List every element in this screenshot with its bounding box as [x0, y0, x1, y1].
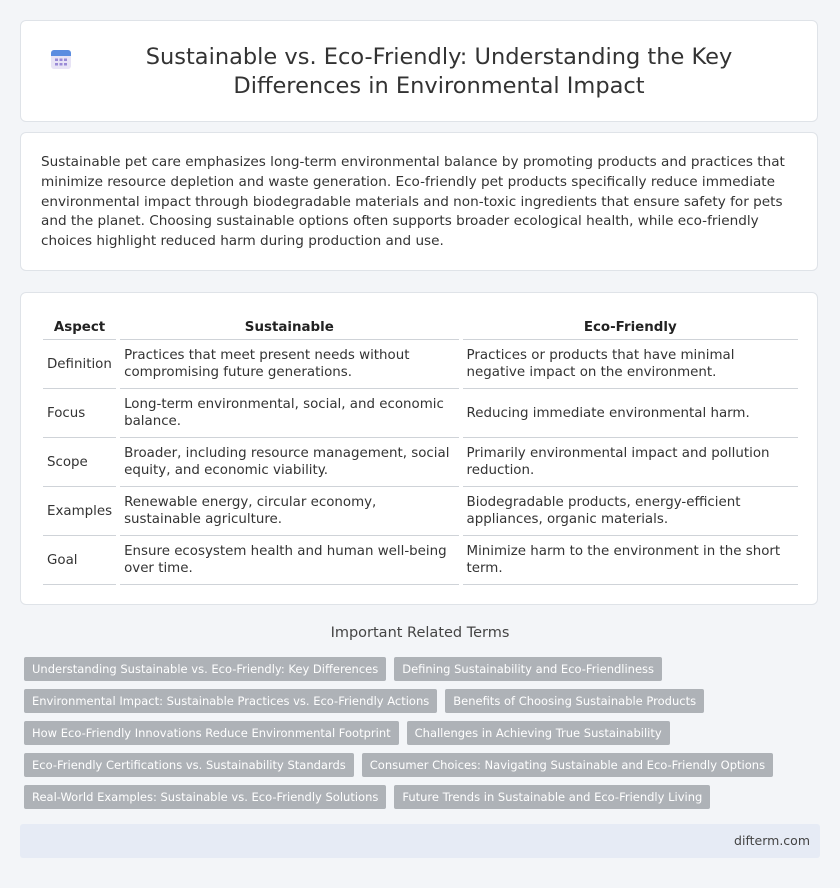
footer — [20, 824, 820, 858]
header-aspect: Aspect — [43, 315, 118, 340]
header-card — [20, 20, 818, 122]
related-term-tag[interactable]: Benefits of Choosing Sustainable Products — [445, 689, 704, 713]
related-term-tag[interactable]: How Eco-Friendly Innovations Reduce Environmental Footprint — [24, 721, 399, 745]
related-term-tag[interactable]: Understanding Sustainable vs. Eco-Friendly: Key Differences — [24, 657, 386, 681]
related-terms-title: Important Related Terms — [330, 625, 510, 641]
row-eco-friendly: Reducing immediate environmental harm. — [461, 389, 798, 438]
row-sustainable: Broader, including resource management, social equity, and economic viability. — [118, 438, 460, 487]
row-eco-friendly: Biodegradable products, energy-efficient appliances, organic materials. — [461, 487, 798, 536]
row-eco-friendly: Primarily environmental impact and pollution reduction. — [461, 438, 798, 487]
table-row — [43, 487, 798, 536]
row-eco-friendly: Minimize harm to the environment in the short term. — [461, 536, 798, 585]
comparison-card — [20, 292, 818, 605]
row-eco-friendly: Practices or products that have minimal negative impact on the environment. — [461, 340, 798, 389]
footer-site-link[interactable]: difterm.com — [734, 833, 810, 848]
row-aspect: Definition — [43, 340, 118, 389]
related-term-tag[interactable]: Defining Sustainability and Eco-Friendliness — [394, 657, 662, 681]
row-sustainable: Long-term environmental, social, and economic balance. — [118, 389, 460, 438]
row-aspect: Scope — [43, 438, 118, 487]
row-sustainable: Practices that meet present needs without compromising future generations. — [118, 340, 460, 389]
calendar-icon — [49, 47, 73, 71]
related-terms-list — [24, 657, 784, 809]
table-header-row — [43, 315, 798, 340]
page-title: Sustainable vs. Eco-Friendly: Understanding the Key Differences in Environmental Impact — [145, 44, 733, 99]
intro-card — [20, 132, 818, 271]
row-sustainable: Ensure ecosystem health and human well-being over time. — [118, 536, 460, 585]
header-sustainable: Sustainable — [118, 315, 460, 340]
table-row — [43, 536, 798, 585]
related-term-tag[interactable]: Eco-Friendly Certifications vs. Sustainability Standards — [24, 753, 354, 777]
row-aspect: Examples — [43, 487, 118, 536]
comparison-table — [43, 315, 798, 585]
table-row — [43, 340, 798, 389]
row-sustainable: Renewable energy, circular economy, sustainable agriculture. — [118, 487, 460, 536]
intro-text: Sustainable pet care emphasizes long-term environmental balance by promoting products and practices that minimize resource depletion and waste generation. Eco-friendly pet products specifically reduce immediate environmental impact through biodegradable materials and non-toxic ingredients that ensure safety for pets and the planet. Choosing sustainable options often supports broader ecological health, while eco-friendly choices highlight reduced harm during production and use. — [41, 154, 785, 250]
related-term-tag[interactable]: Real-World Examples: Sustainable vs. Eco-Friendly Solutions — [24, 785, 386, 809]
related-term-tag[interactable]: Future Trends in Sustainable and Eco-Friendly Living — [394, 785, 710, 809]
row-aspect: Goal — [43, 536, 118, 585]
table-row — [43, 389, 798, 438]
related-term-tag[interactable]: Challenges in Achieving True Sustainability — [407, 721, 670, 745]
row-aspect: Focus — [43, 389, 118, 438]
related-term-tag[interactable]: Consumer Choices: Navigating Sustainable and Eco-Friendly Options — [362, 753, 773, 777]
header-eco-friendly: Eco-Friendly — [461, 315, 798, 340]
related-term-tag[interactable]: Environmental Impact: Sustainable Practices vs. Eco-Friendly Actions — [24, 689, 437, 713]
table-row — [43, 438, 798, 487]
